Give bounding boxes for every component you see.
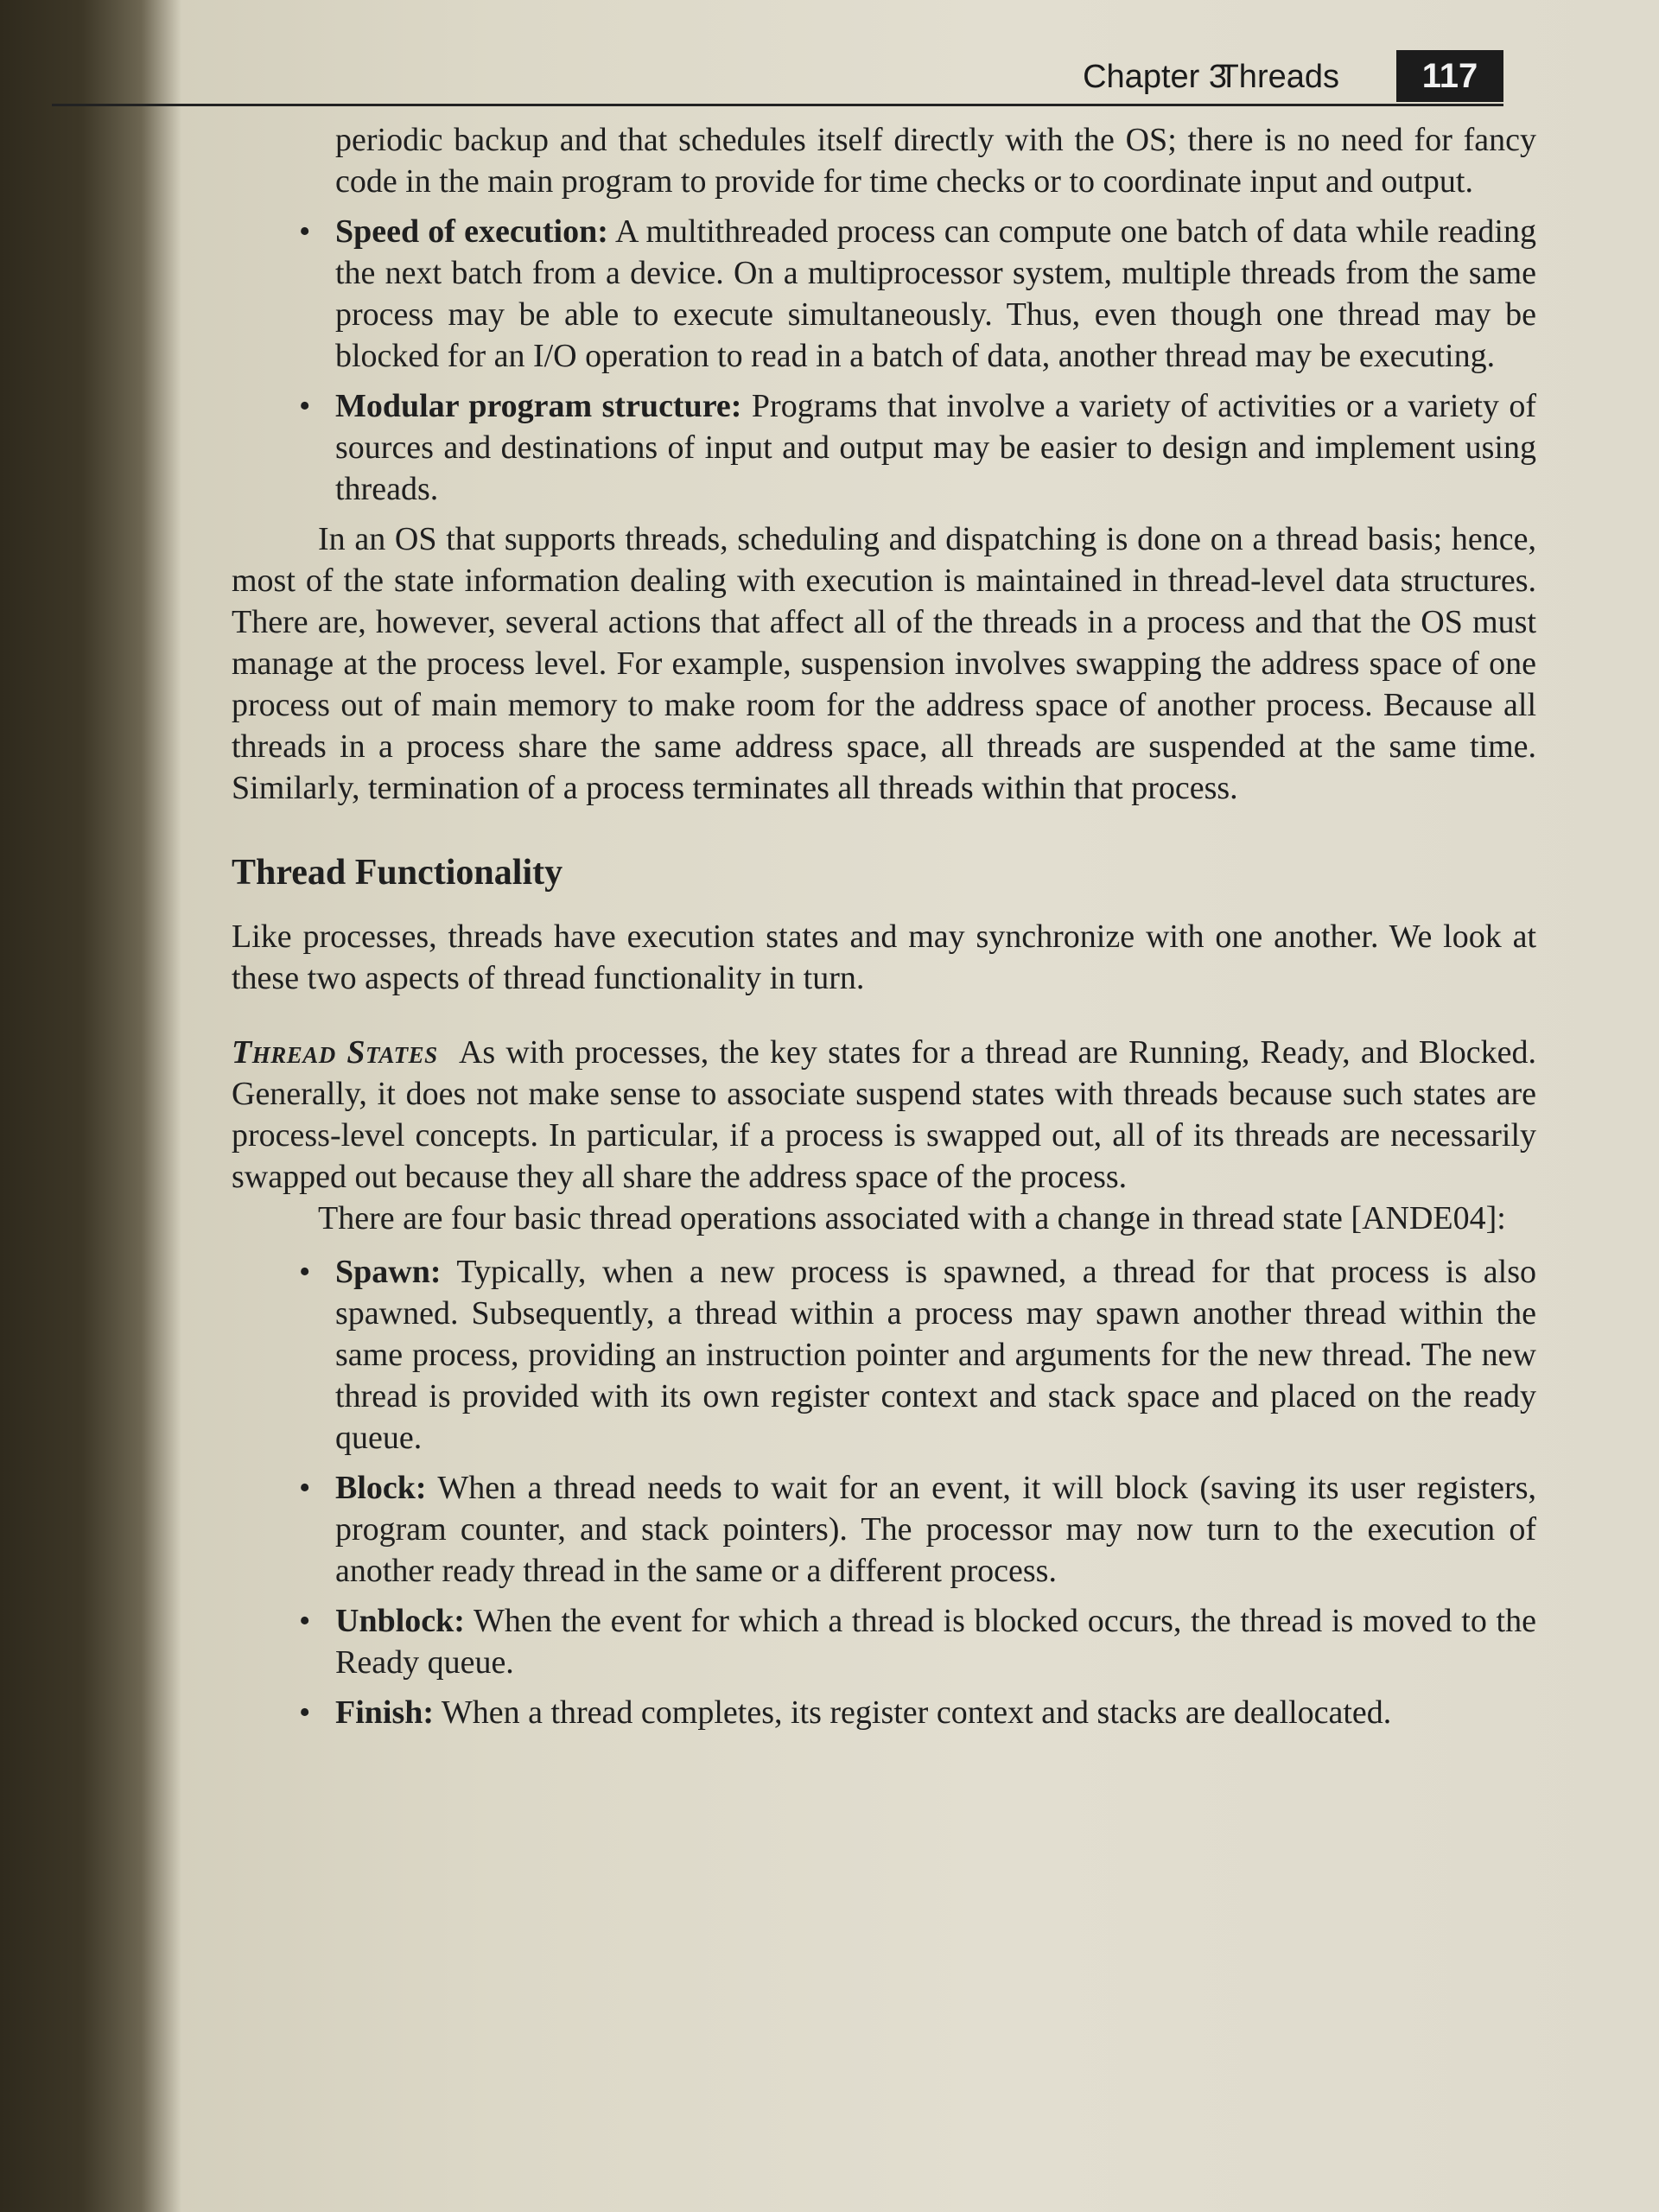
bullet-text: Typically, when a new process is spawned, a thread for that process is also spawned. Subsequently, a thread within a process may spawn another thread within the same process, providing an instruction pointer and arguments for the new thread. The new thread is provided with its own register context and stack space and placed on the ready queue.: [335, 1254, 1536, 1456]
bullet-term: Finish:: [335, 1694, 435, 1731]
bullet-text: When a thread completes, its register context and stacks are deallocated.: [441, 1694, 1392, 1731]
header-chapter: Chapter 3: [1083, 59, 1227, 95]
list-item: [232, 1692, 1536, 1733]
paragraph-operations: There are four basic thread operations associated with a change in thread state [ANDE04]:: [318, 1200, 1506, 1236]
bullet-term: Unblock:: [335, 1603, 465, 1639]
bullet-text: When a thread needs to wait for an event, it will block (saving its user registers, program counter, and stack pointers). The processor may now turn to the execution of another ready thread in the same or a different process.: [335, 1470, 1536, 1589]
bullet-continuation: [232, 119, 1536, 202]
bullet-icon: •: [299, 1603, 311, 1639]
paragraph-thread-states: [232, 1032, 1536, 1198]
run-in-heading: Thread States: [232, 1034, 438, 1071]
bullet-term: Block:: [335, 1470, 427, 1506]
paragraph-os-threads: In an OS that supports threads, scheduling and dispatching is done on a thread basis; hence, most of the state information dealing with execution is maintained in thread-level data structures. There are, however, several actions that affect all of the threads in a process and that the OS must manage at the process level. For example, suspension involves swapping the address space of one process out of main memory to make room for the address space of another process. Because all threads in a process share the same address space, all threads are suspended at the same time. Similarly, termination of a process terminates all threads within that process.: [232, 521, 1536, 806]
thread-states-text: As with processes, the key states for a thread are Running, Ready, and Blocked. Generally, it does not make sense to associate suspend states with threads because such states are process-level concepts. In particular, if a process is swapped out, all of its threads are necessarily swapped out because they all share the address space of the process.: [232, 1034, 1537, 1195]
bullet-term: Modular program structure:: [335, 388, 742, 424]
binding-shadow: [0, 0, 181, 2212]
list-item: [232, 385, 1536, 510]
bullet-continuation-text: periodic backup and that schedules itself directly with the OS; there is no need for fancy code in the main program to provide for time checks or to coordinate input and output.: [335, 122, 1536, 200]
bullet-icon: •: [299, 388, 311, 424]
bullet-term: Speed of execution:: [335, 213, 608, 250]
header-title: Threads: [1218, 59, 1339, 95]
list-item: [232, 211, 1536, 377]
list-item: [232, 1600, 1536, 1683]
bullet-icon: •: [299, 1694, 311, 1731]
bullet-text: Programs that involve a variety of activities or a variety of sources and destinations of input and output may be easier to design and implement using threads.: [335, 388, 1537, 507]
bullet-icon: •: [299, 1470, 311, 1506]
bullet-term: Spawn:: [335, 1254, 442, 1290]
section-heading: Thread Functionality: [232, 853, 563, 893]
running-header: [52, 50, 1503, 106]
spacer: [232, 999, 1536, 1032]
list-item: [232, 1467, 1536, 1592]
bullet-text: When the event for which a thread is blocked occurs, the thread is moved to the Ready queue.: [335, 1603, 1536, 1681]
body-text: [232, 119, 1536, 1742]
bullet-icon: •: [299, 1254, 311, 1290]
page-number: 117: [1396, 50, 1503, 102]
list-item: [232, 1251, 1536, 1459]
bullet-text: A multithreaded process can compute one batch of data while reading the next batch from a device. On a multiprocessor system, multiple threads from the same process may be able to execute simultaneously. Thus, even though one thread may be blocked for an I/O operation to read in a batch of data, another thread may be executing.: [335, 213, 1536, 374]
paragraph-intro: Like processes, threads have execution states and may synchronize with one another. We look at these two aspects of thread functionality in turn.: [232, 918, 1536, 996]
bullet-icon: •: [299, 213, 311, 250]
